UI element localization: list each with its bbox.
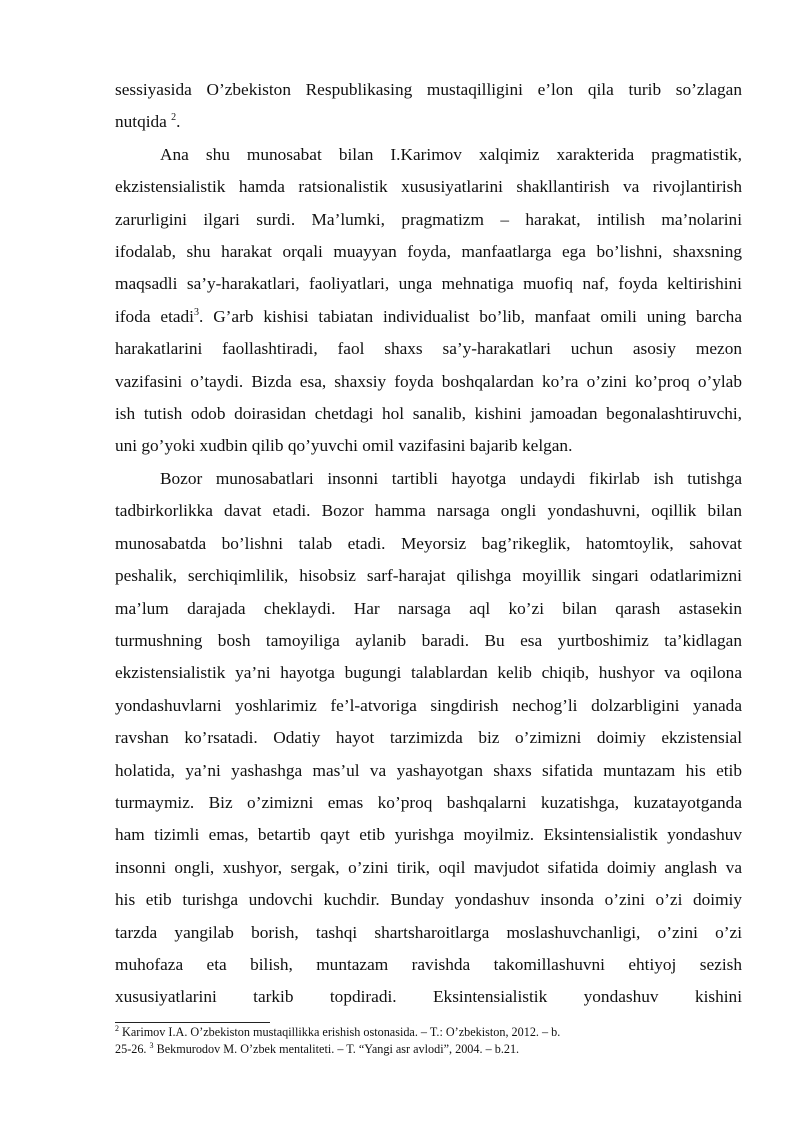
text-line: Bozor munosabatlari insonni tartibli hayotga undaydi fikirlab ish tutishga <box>160 468 742 488</box>
text-line: peshalik, serchiqimlilik, hisobsiz sarf-harajat qilishga moyillik singari odatlarimizni <box>115 566 742 586</box>
text-line: muhofaza eta bilish, muntazam ravishda takomillashuvni ehtiyoj sezish <box>115 954 742 974</box>
text-line: vazifasini o’taydi. Bizda esa, shaxsiy foyda boshqalardan ko’ra o’zini ko’proq o’ylab <box>115 371 742 391</box>
footnote-mark-2: 2 <box>115 1023 119 1033</box>
document-body <box>115 74 742 1014</box>
text-line: ma’lum darajada cheklaydi. Har narsaga aql ko’zi bilan qarash astasekin <box>115 598 742 618</box>
footnote-separator <box>115 1022 270 1023</box>
text-line: sessiyasida O’zbekiston Respublikasing mustaqilligini e’lon qila turib so’zlagan <box>115 80 742 99</box>
text-line: tarzda yangilab borish, tashqi shartsharoitlarga moslashuvchanligi, o’zini o’zi <box>115 922 742 942</box>
text-line: insonni ongli, xushyor, sergak, o’zini tirik, oqil mavjudot sifatida doimiy anglash va <box>115 857 742 877</box>
text-line: turmushning bosh tamoyiliga aylanib baradi. Bu esa yurtboshimiz ta’kidlagan <box>115 630 742 650</box>
text-line: harakatlarini faollashtiradi, faol shaxs sa’y-harakatlari uchun asosiy mezon <box>115 339 742 359</box>
footnote-ref-2[interactable]: 2 <box>171 112 177 124</box>
footnotes <box>115 1024 742 1058</box>
footnote-3: 25-26. $^3$ Bekmurodov M. O’zbek mentaliteti. – T. “Yangi asr avlodi”, 2004. – b.21. <box>115 1040 520 1056</box>
text-line: ravshan ko’rsatadi. Odatiy hayot tarzimizda biz o’zimizni doimiy ekzistensial <box>115 728 742 748</box>
text-line: munosabatda bo’lishni talab etadi. Meyorsiz bag’rikeglik, hatomtoylik, sahovat <box>115 533 742 553</box>
text-line: Ana shu munosabat bilan I.Karimov xalqimiz xarakterida pragmatistik, <box>160 144 742 164</box>
text-line: nutqida $^2$. <box>115 112 181 132</box>
text-line: ekzistensialistik ya’ni hayotga bugungi talablardan kelib chiqib, hushyor va oqilona <box>115 663 742 683</box>
text-line: zarurligini ilgari surdi. Ma’lumki, pragmatizm – harakat, intilish ma’nolarini <box>115 209 742 229</box>
footnote-mark-3: 3 <box>149 1040 154 1050</box>
text-line: ish tutish odob doirasidan chetdagi hol sanalib, kishini jamoadan begonalashtiruvchi, <box>115 404 742 424</box>
text-line: his etib turishga undovchi kuchdir. Bunday yondashuv insonda o’zini o’zi doimiy <box>115 890 742 910</box>
text-line: holatida, ya’ni yashashga mas’ul va yashayotgan shaxs sifatida muntazam his etib <box>115 760 742 780</box>
text-line: ifoda etadi$^3$. G’arb kishisi tabiatan individualist bo’lib, manfaat omili uning barcha <box>115 306 742 326</box>
text-line: maqsadli sa’y-harakatlari, faoliyatlari, unga mehnatiga muofiq naf, foyda keltirishini <box>115 274 742 294</box>
text-line: tadbirkorlikka davat etadi. Bozor hamma narsaga ongli yondashuvni, oqillik bilan <box>115 501 742 521</box>
text-line: ekzistensialistik hamda ratsionalistik xususiyatlarini shakllantirish va rivojlantirish <box>115 177 742 197</box>
text-line: yondashuvlarni yoshlarimiz fe’l-atvoriga singdirish nechog’li dolzarbligini yanada <box>115 695 742 715</box>
text-line: turmaymiz. Biz o’zimizni emas ko’proq bashqalarni kuzatishga, kuzatayotganda <box>115 792 742 812</box>
paragraph-3 <box>115 463 742 1014</box>
paragraph-1 <box>115 74 742 139</box>
text-line: xususiyatlarini tarkib topdiradi. Eksintensialistik yondashuv kishini <box>115 987 742 1007</box>
paragraph-2 <box>115 139 742 463</box>
footnote-2: $^2$ Karimov I.A. O’zbekiston mustaqillikka erishish ostonasida. – T.: O’zbekiston, 2012. – b. <box>115 1023 561 1039</box>
text-line: uni go’yoki xudbin qilib qo’yuvchi omil vazifasini bajarib kelgan. <box>115 436 573 456</box>
text-line: ifodalab, shu harakat orqali muayyan foyda, manfaatlarga ega bo’lishni, shaxsning <box>115 242 742 262</box>
footnote-ref-3[interactable]: 3 <box>193 307 199 319</box>
text-line: ham tizimli emas, betartib qayt etib yurishga moyilmiz. Eksintensialistik yondashuv <box>115 825 742 845</box>
